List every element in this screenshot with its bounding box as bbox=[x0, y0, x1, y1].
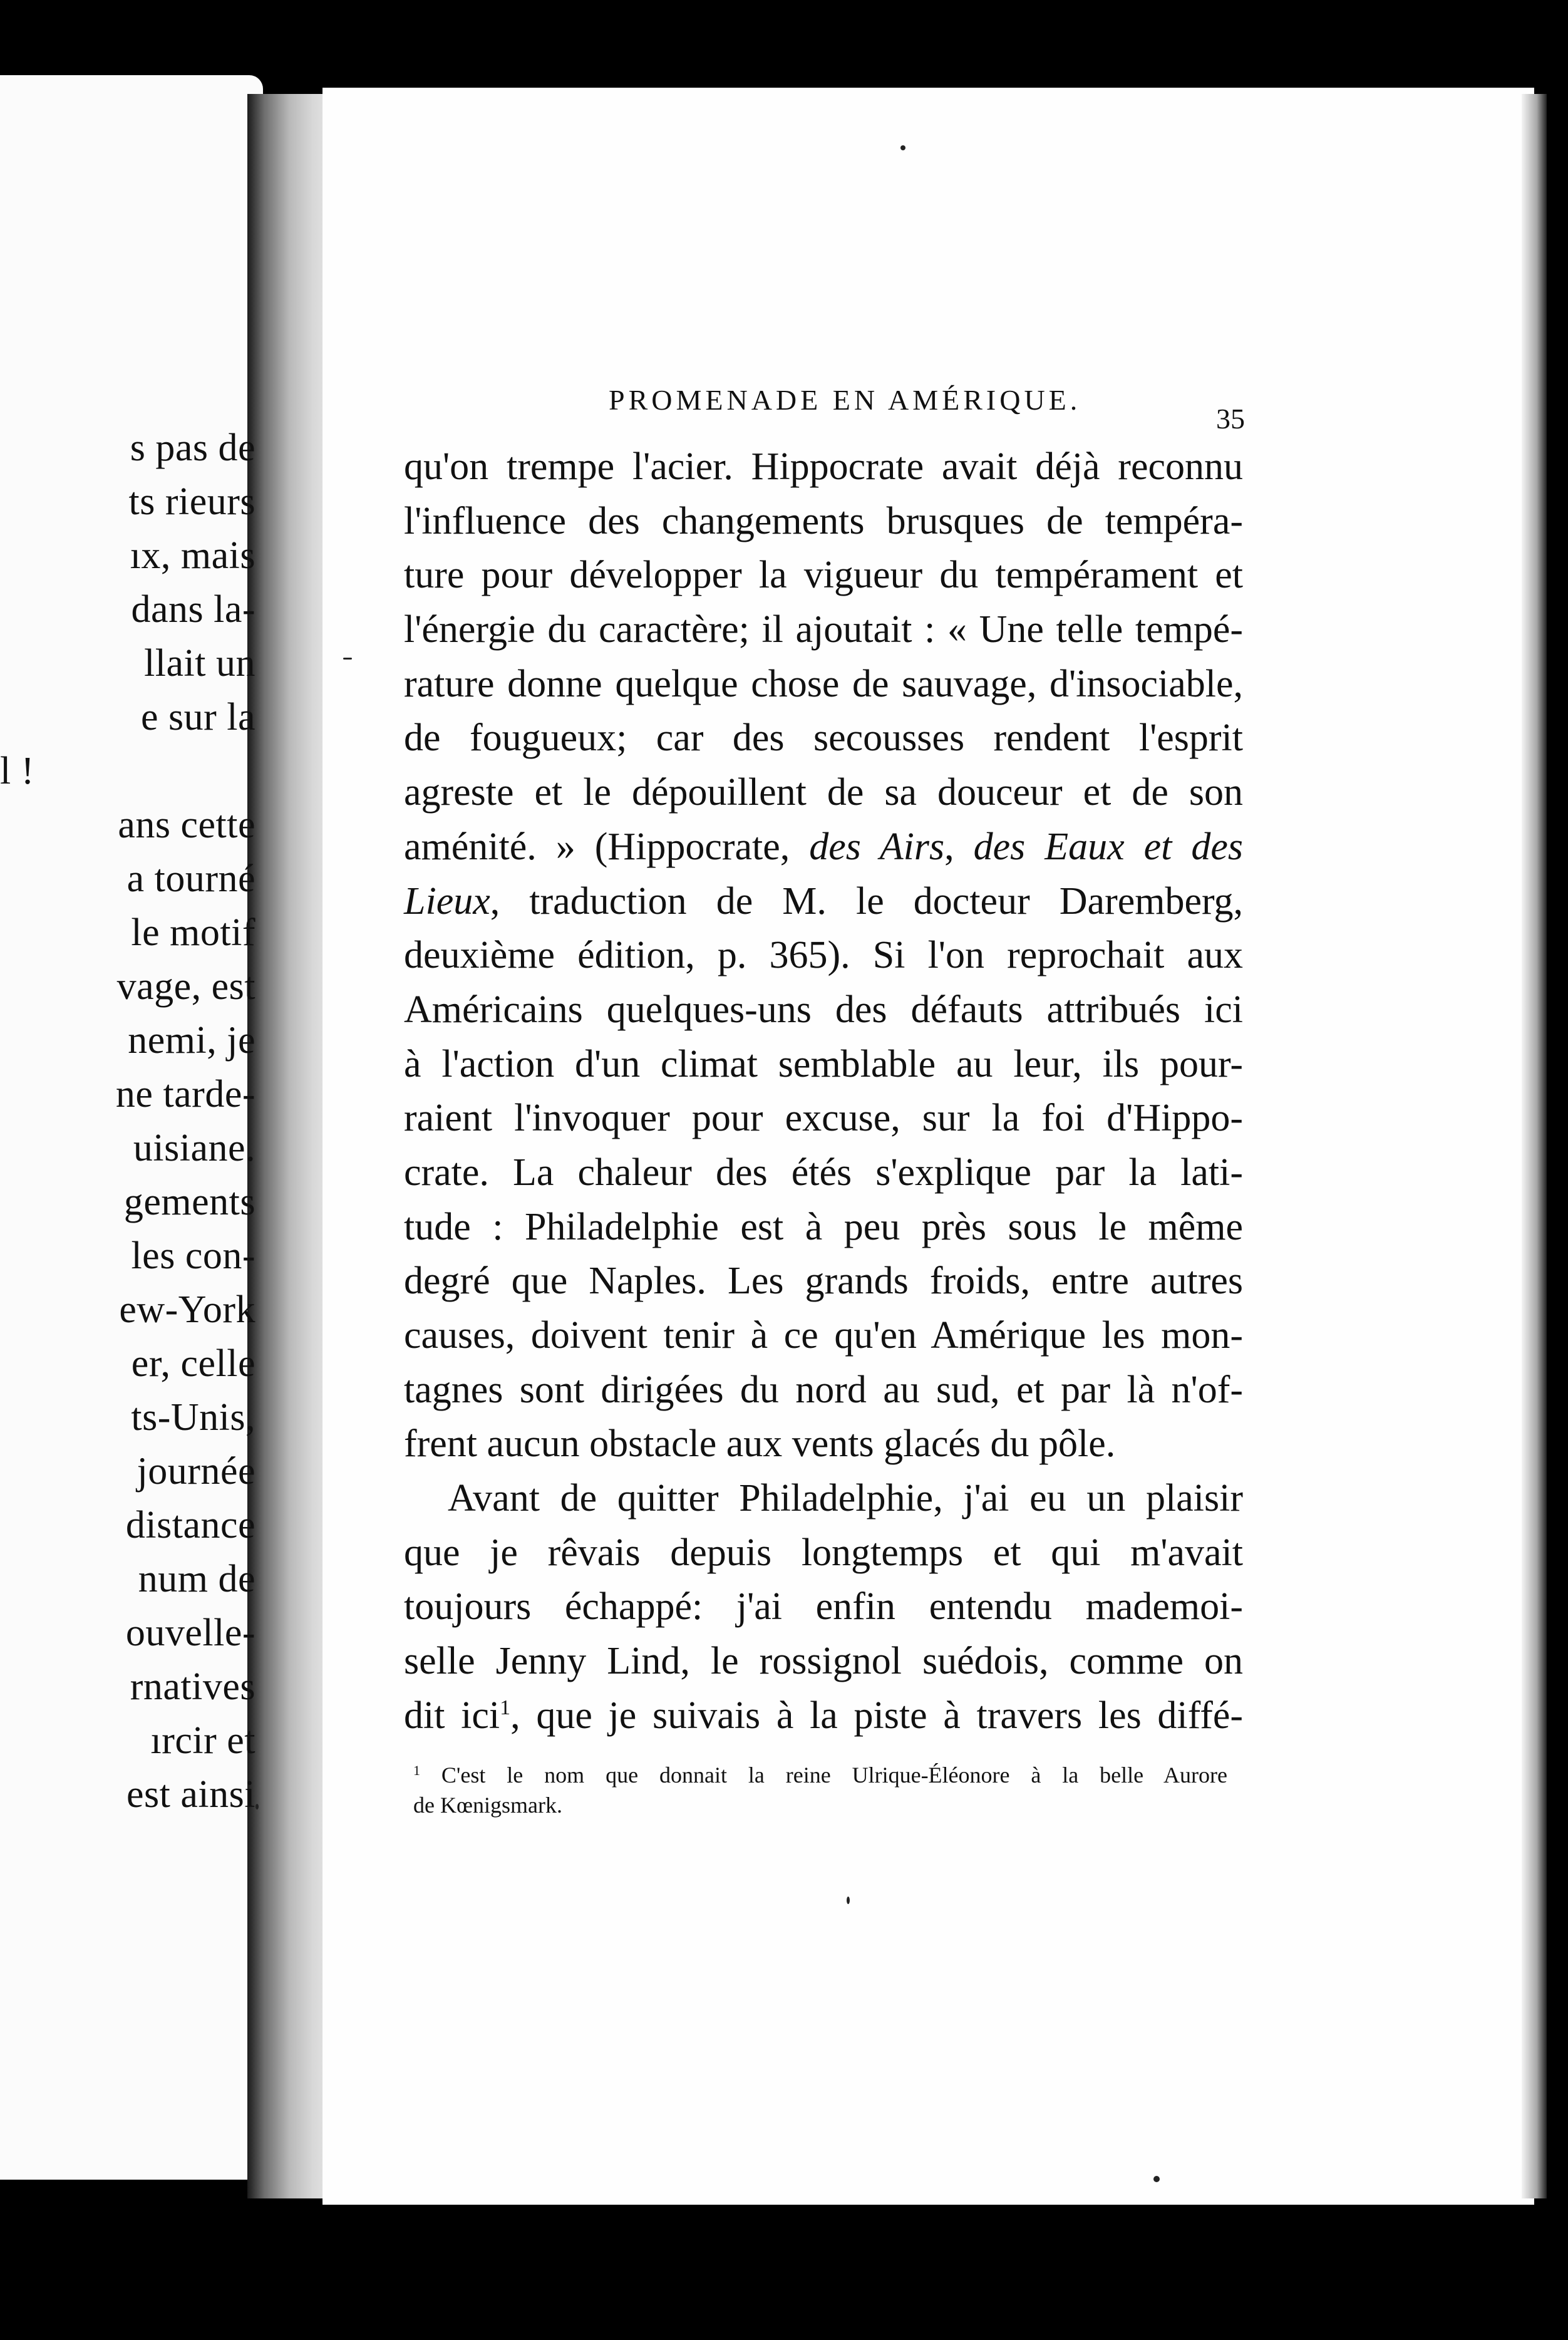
text-line: frent aucun obstacle aux vents glacés du pôle. bbox=[404, 1422, 1116, 1466]
left-page-line: gements bbox=[123, 1181, 255, 1223]
left-page-line: ırcir et bbox=[150, 1719, 255, 1762]
left-page-line: dans la- bbox=[131, 588, 255, 631]
running-head: PROMENADE EN AMÉRIQUE. bbox=[609, 384, 1081, 416]
left-page-line: ne tarde- bbox=[115, 1073, 255, 1116]
left-page-line: vage, est bbox=[116, 965, 255, 1008]
left-page-line: llait un bbox=[144, 642, 255, 685]
italic-text: des Airs bbox=[809, 825, 945, 868]
left-page-line: ıx, mais bbox=[130, 534, 255, 577]
left-page-line: journée bbox=[137, 1450, 255, 1493]
text-line: crate. La chaleur des étés s'explique par la lati- bbox=[404, 1151, 1243, 1194]
text-line: aménité. » (Hippocrate, des Airs, des Eaux et des bbox=[404, 825, 1243, 868]
footnote-marker: 1 bbox=[500, 1695, 511, 1719]
left-page-line: distance bbox=[125, 1504, 255, 1546]
text-line: qu'on trempe l'acier. Hippocrate avait déjà reconnu bbox=[404, 445, 1243, 488]
footnote-number: 1 bbox=[413, 1763, 420, 1778]
italic-text: Lieux bbox=[404, 879, 490, 923]
left-page-line: ans cette bbox=[118, 804, 255, 846]
left-page-text bbox=[0, 0, 263, 2340]
scan-speck bbox=[255, 1804, 259, 1809]
text-line: selle Jenny Lind, le rossignol suédois, comme on bbox=[404, 1640, 1243, 1683]
text-line: toujours échappé: j'ai enfin entendu mademoi- bbox=[404, 1585, 1243, 1628]
footnote bbox=[413, 1760, 1227, 1820]
italic-text: des Eaux et des bbox=[973, 825, 1243, 868]
left-page-line: ts-Unis, bbox=[131, 1396, 255, 1439]
text-line: tagnes sont dirigées du nord au sud, et par là n'of- bbox=[404, 1368, 1243, 1411]
text-line: deuxième édition, p. 365). Si l'on reprochait aux bbox=[404, 934, 1243, 977]
left-page-line: num de bbox=[138, 1558, 255, 1600]
left-page-line: nemi, je bbox=[128, 1019, 255, 1062]
scan-speck bbox=[1153, 2176, 1160, 2182]
page-number: 35 bbox=[1216, 403, 1245, 435]
page-header bbox=[609, 383, 1348, 433]
left-page-line: les con- bbox=[131, 1235, 255, 1277]
left-page-line: e sur la bbox=[140, 696, 255, 738]
left-page-line: a tourné bbox=[126, 857, 255, 900]
left-page-line: er, celle bbox=[131, 1342, 255, 1385]
text-fragment: , que je suivais à la piste à travers les diffé- bbox=[510, 1694, 1244, 1737]
left-page-line: l ! bbox=[0, 750, 34, 792]
left-page-line: ew-York bbox=[119, 1288, 255, 1331]
left-page-line: le motif bbox=[131, 911, 255, 954]
text-line: degré que Naples. Les grands froids, entre autres bbox=[404, 1260, 1243, 1303]
left-page-line: rnatives bbox=[130, 1665, 255, 1708]
text-line: à l'action d'un climat semblable au leur, ils pour- bbox=[404, 1042, 1243, 1085]
footnote-line bbox=[413, 1760, 1227, 1790]
text-line: Lieux, traduction de M. le docteur Daremberg, bbox=[404, 879, 1243, 923]
footnote-line: de Kœnigsmark. bbox=[413, 1793, 562, 1818]
body-text bbox=[404, 440, 1243, 1743]
text-line: causes, doivent tenir à ce qu'en Amérique les mon- bbox=[404, 1314, 1243, 1357]
scan-speck bbox=[847, 1897, 850, 1904]
footnote-text: C'est le nom que donnait la reine Ulrique-Éléonore à la belle Aurore bbox=[441, 1763, 1228, 1788]
text-line bbox=[404, 1689, 1243, 1743]
text-line: l'influence des changements brusques de tempéra- bbox=[404, 499, 1243, 542]
text-line: rature donne quelque chose de sauvage, d'insociable, bbox=[404, 662, 1243, 705]
text-line: de fougueux; car des secousses rendent l'esprit bbox=[404, 717, 1243, 760]
text-line: Américains quelques-uns des défauts attribués ici bbox=[404, 988, 1243, 1031]
text-line: que je rêvais depuis longtemps et qui m'avait bbox=[404, 1531, 1243, 1574]
text-line: tude : Philadelphie est à peu près sous le même bbox=[404, 1205, 1243, 1248]
text-line: agreste et le dépouillent de sa douceur et de son bbox=[404, 771, 1243, 814]
page-edge-shadow bbox=[1522, 94, 1547, 2198]
left-page-line: est ainsi bbox=[126, 1773, 255, 1816]
text-line: ture pour développer la vigueur du tempérament et bbox=[404, 554, 1243, 597]
text-line: Avant de quitter Philadelphie, j'ai eu un plaisir bbox=[448, 1477, 1243, 1520]
left-page-line: ts rieurs bbox=[128, 480, 255, 523]
text-fragment: dit ici bbox=[404, 1694, 500, 1737]
text-line: raient l'invoquer pour excuse, sur la foi d'Hippo- bbox=[404, 1097, 1243, 1140]
left-page-line: ouvelle- bbox=[125, 1612, 255, 1654]
left-page-line: uisiane. bbox=[133, 1127, 255, 1169]
left-page-line: s pas de bbox=[130, 427, 255, 469]
text-line: l'énergie du caractère; il ajoutait : « Une telle tempé- bbox=[404, 608, 1243, 651]
scan-speck bbox=[900, 145, 905, 150]
scan-speck bbox=[343, 658, 352, 660]
